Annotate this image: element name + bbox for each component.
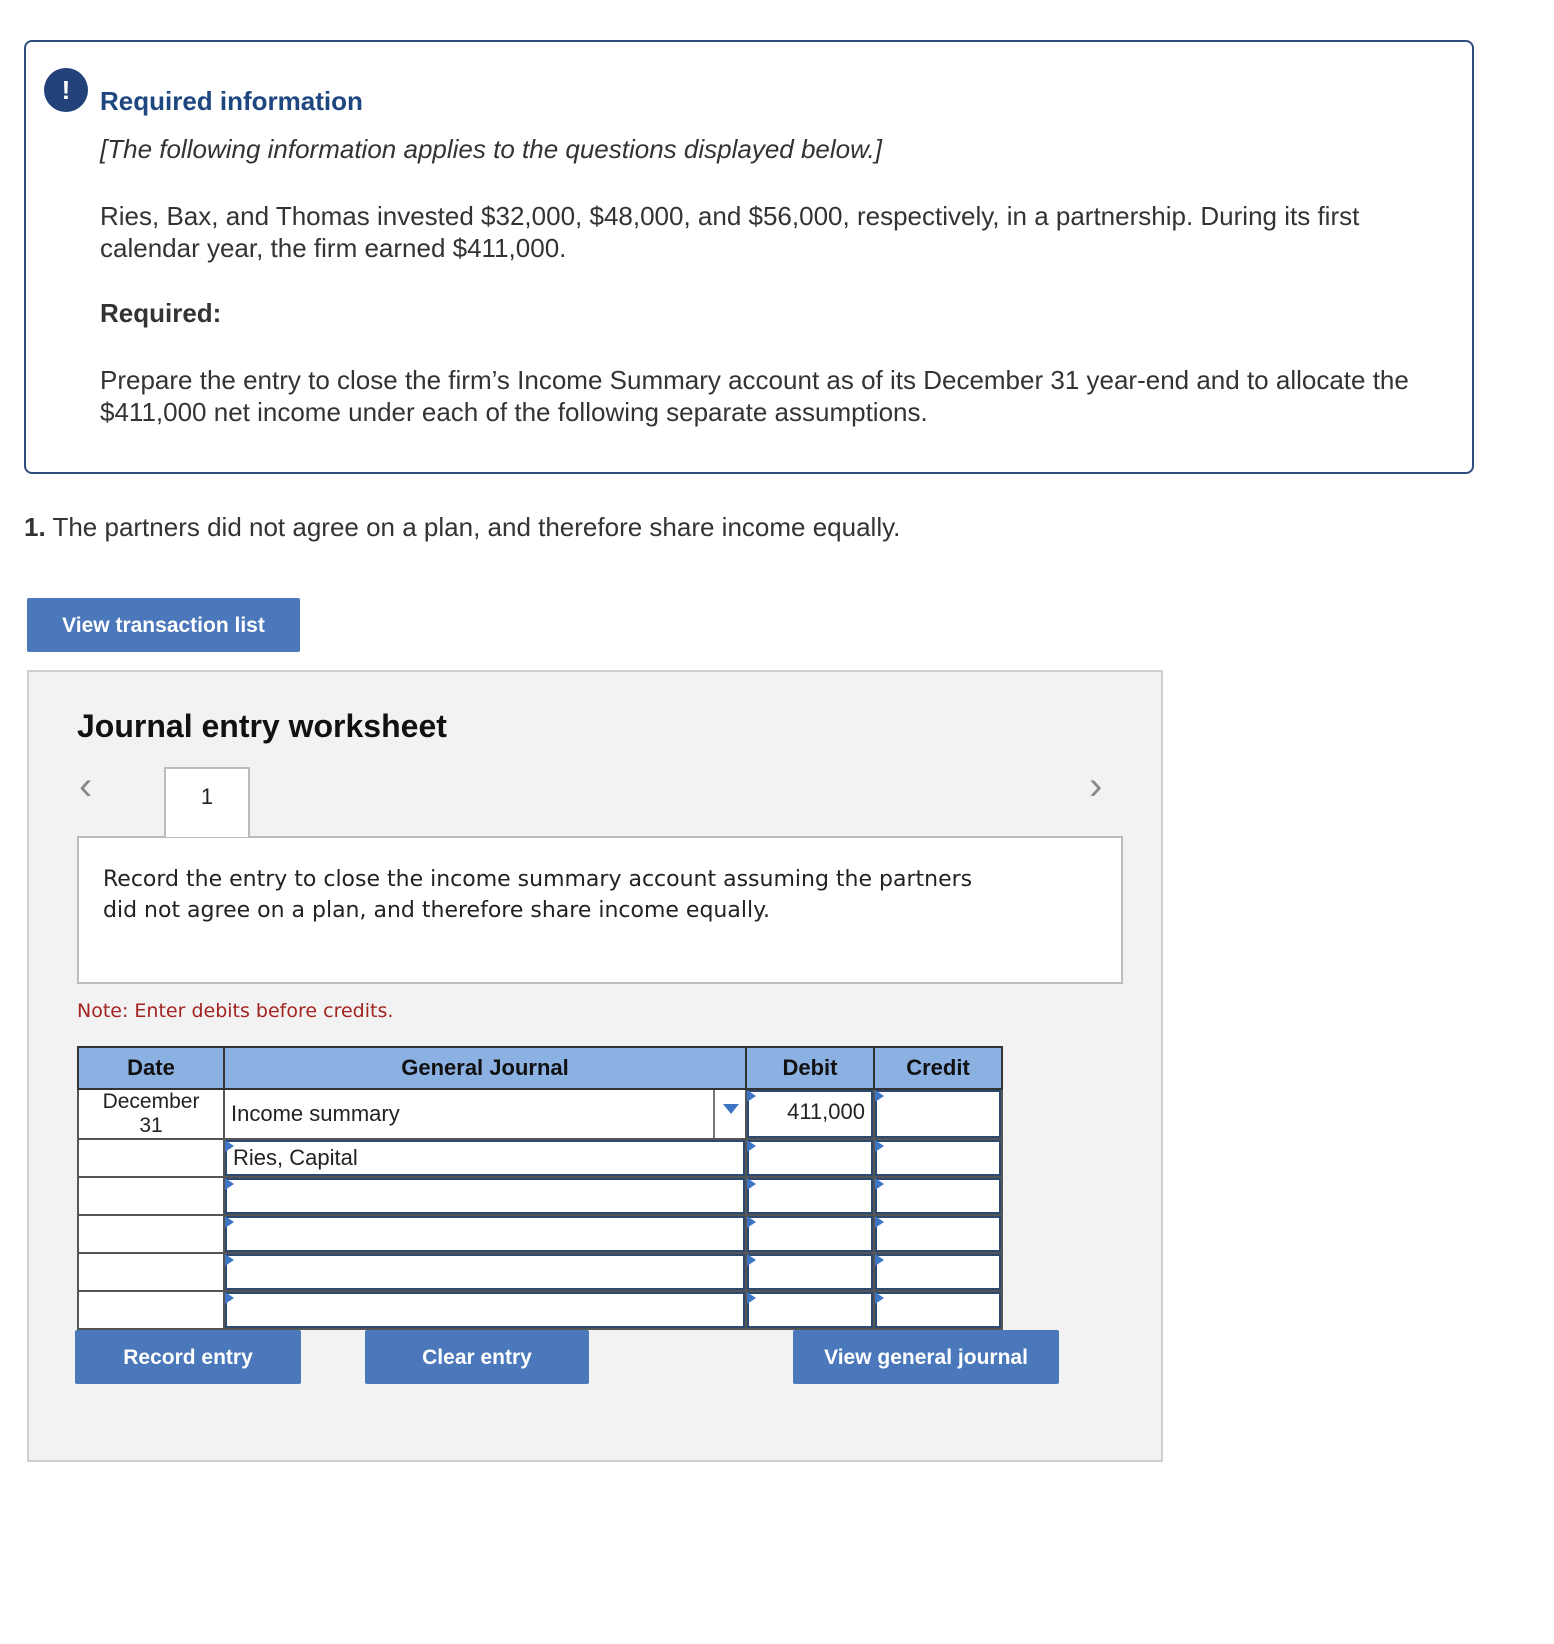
- credit-input[interactable]: [875, 1292, 1001, 1328]
- cell-marker-icon: [747, 1254, 756, 1266]
- cell-marker-icon: [747, 1090, 756, 1102]
- problem-statement: Ries, Bax, and Thomas invested $32,000, $48,000, and $56,000, respectively, in a partnership. During its first calendar year, the firm earned $411,000.: [100, 201, 1360, 263]
- account-input[interactable]: [225, 1254, 745, 1290]
- date-cell[interactable]: [78, 1215, 224, 1253]
- table-row: [78, 1139, 1002, 1177]
- account-input[interactable]: [225, 1292, 745, 1328]
- credit-cell[interactable]: [874, 1291, 1002, 1329]
- credit-cell[interactable]: [874, 1139, 1002, 1177]
- account-select[interactable]: [224, 1089, 746, 1139]
- debit-cell[interactable]: [746, 1253, 874, 1291]
- debit-input[interactable]: 411,000: [747, 1090, 873, 1138]
- debit-input[interactable]: [747, 1292, 873, 1328]
- cell-marker-icon: [225, 1254, 234, 1266]
- debit-cell[interactable]: [746, 1291, 874, 1329]
- cell-marker-icon: [225, 1140, 234, 1152]
- chevron-left-icon[interactable]: ‹: [79, 764, 93, 808]
- dropdown-separator: [713, 1090, 715, 1138]
- required-info-note: [The following information applies to the questions displayed below.]: [100, 134, 882, 164]
- general-journal-table: [77, 1046, 1003, 1330]
- table-row: [78, 1177, 1002, 1215]
- question-number: 1.: [24, 512, 46, 542]
- general-journal-header: General Journal: [224, 1047, 746, 1089]
- cell-marker-icon: [875, 1216, 884, 1228]
- account-cell[interactable]: [224, 1291, 746, 1329]
- credit-cell[interactable]: [874, 1215, 1002, 1253]
- table-row: [78, 1291, 1002, 1329]
- credit-cell[interactable]: [874, 1089, 1002, 1139]
- required-info-title: Required information: [100, 86, 363, 116]
- table-row: [78, 1253, 1002, 1291]
- required-information-panel: [24, 40, 1474, 474]
- cell-marker-icon: [875, 1254, 884, 1266]
- record-entry-button[interactable]: Record entry: [75, 1330, 301, 1384]
- debit-credit-note: Note: Enter debits before credits.: [77, 1000, 394, 1022]
- view-general-journal-button[interactable]: View general journal: [793, 1330, 1059, 1384]
- debit-cell[interactable]: [746, 1139, 874, 1177]
- account-cell[interactable]: [224, 1215, 746, 1253]
- clear-entry-button[interactable]: Clear entry: [365, 1330, 589, 1384]
- date-cell[interactable]: [78, 1089, 224, 1139]
- credit-cell[interactable]: [874, 1253, 1002, 1291]
- chevron-down-icon[interactable]: [723, 1104, 739, 1114]
- account-value: Income summary: [231, 1101, 400, 1126]
- chevron-right-icon[interactable]: ›: [1089, 764, 1103, 808]
- table-row: [78, 1089, 1002, 1139]
- alert-icon: !: [44, 68, 88, 112]
- worksheet-tab-1[interactable]: 1: [164, 767, 250, 837]
- debit-cell[interactable]: [746, 1215, 874, 1253]
- date-cell[interactable]: [78, 1177, 224, 1215]
- account-cell[interactable]: [224, 1177, 746, 1215]
- account-cell[interactable]: [224, 1253, 746, 1291]
- entry-prompt-box: [77, 836, 1123, 984]
- account-input[interactable]: [225, 1216, 745, 1252]
- debit-input[interactable]: [747, 1140, 873, 1176]
- table-row: [78, 1215, 1002, 1253]
- credit-input[interactable]: [875, 1140, 1001, 1176]
- cell-marker-icon: [747, 1178, 756, 1190]
- credit-input[interactable]: [875, 1254, 1001, 1290]
- debit-cell[interactable]: [746, 1177, 874, 1215]
- credit-header: Credit: [874, 1047, 1002, 1089]
- required-label: Required:: [100, 298, 222, 328]
- cell-marker-icon: [225, 1216, 234, 1228]
- credit-cell[interactable]: [874, 1177, 1002, 1215]
- cell-marker-icon: [875, 1140, 884, 1152]
- cell-marker-icon: [747, 1216, 756, 1228]
- cell-marker-icon: [225, 1178, 234, 1190]
- worksheet-title: Journal entry worksheet: [77, 708, 447, 744]
- entry-prompt-text: Record the entry to close the income summary account assuming the partners did not agree on a plan, and therefore share income equally.: [103, 867, 973, 923]
- cell-marker-icon: [225, 1292, 234, 1304]
- account-input[interactable]: Ries, Capital: [225, 1140, 745, 1176]
- cell-marker-icon: [875, 1178, 884, 1190]
- debit-cell[interactable]: [746, 1089, 874, 1139]
- journal-entry-worksheet: [27, 670, 1163, 1462]
- credit-input[interactable]: [875, 1178, 1001, 1214]
- debit-header: Debit: [746, 1047, 874, 1089]
- date-value: December 31: [102, 1090, 200, 1137]
- cell-marker-icon: [747, 1292, 756, 1304]
- account-input[interactable]: [225, 1178, 745, 1214]
- debit-input[interactable]: [747, 1254, 873, 1290]
- date-header: Date: [78, 1047, 224, 1089]
- view-transaction-list-button[interactable]: View transaction list: [27, 598, 300, 652]
- cell-marker-icon: [747, 1140, 756, 1152]
- date-cell[interactable]: [78, 1291, 224, 1329]
- account-cell[interactable]: [224, 1139, 746, 1177]
- required-instruction: Prepare the entry to close the firm’s Income Summary account as of its December 31 year-end and to allocate the $411,000 net income under each of the following separate assumptions.: [100, 365, 1409, 427]
- date-cell[interactable]: [78, 1253, 224, 1291]
- debit-input[interactable]: [747, 1178, 873, 1214]
- debit-input[interactable]: [747, 1216, 873, 1252]
- cell-marker-icon: [875, 1292, 884, 1304]
- credit-input[interactable]: [875, 1090, 1001, 1138]
- date-cell[interactable]: [78, 1139, 224, 1177]
- question-text: The partners did not agree on a plan, and therefore share income equally.: [52, 512, 901, 542]
- credit-input[interactable]: [875, 1216, 1001, 1252]
- cell-marker-icon: [875, 1090, 884, 1102]
- question-1: [24, 512, 900, 543]
